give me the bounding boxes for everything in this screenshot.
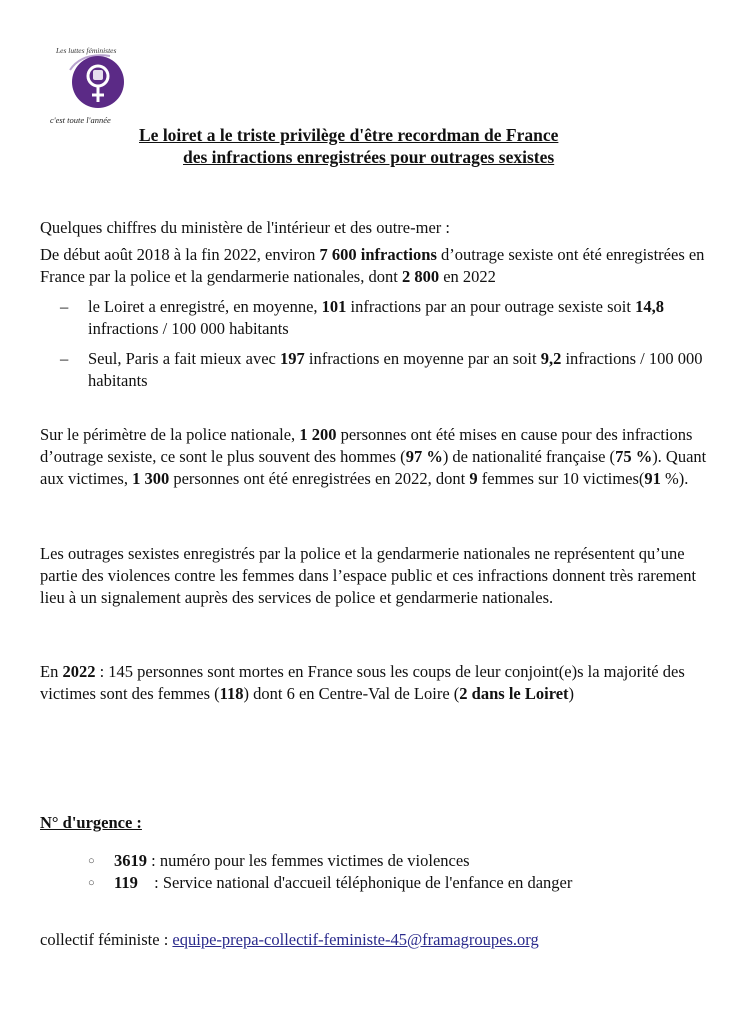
list-item-paris: – Seul, Paris a fait mieux avec 197 infractions en moyenne par an soit 9,2 infractions / 100 000 habitants (60, 349, 703, 390)
paragraph-femicides-2022: En 2022 : 145 personnes sont mortes en France sous les coups de leur conjoint(e)s la majorité des victimes sont des femmes (118) dont 6 en Centre-Val de Loire (2 dans le Loiret) (40, 662, 685, 703)
feminist-fist-venus-icon (62, 50, 128, 112)
phone-number: 3619 (114, 851, 147, 870)
stats-bullet-list (60, 296, 710, 400)
logo-top-text: Les luttes féministes (56, 46, 117, 55)
logo-bottom-text: c'est toute l'année (50, 115, 111, 125)
emergency-numbers-list (88, 850, 572, 894)
paragraph-context: Les outrages sexistes enregistrés par la police et la gendarmerie nationales ne représentent qu’une partie des violences contre les femmes dans l’espace public et ces infractions donnent très rarement lieu à un signalement auprès des services de police et gendarmerie nationales. (40, 544, 697, 607)
list-item-3619: ○ 3619 : numéro pour les femmes victimes de violences (88, 851, 470, 870)
paragraph-police-figures: Sur le périmètre de la police nationale, 1 200 personnes ont été mises en cause pour des infractions d’outrage sexiste, ce sont le plus souvent des hommes (97 %) de nationalité française (75 %). Quant aux victimes, 1 300 personnes ont été enregistrées en 2022, dont 9 femmes sur 10 victimes(91 %). (40, 425, 707, 488)
paragraph-national-figures: De début août 2018 à la fin 2022, environ 7 600 infractions d’outrage sexiste ont été enregistrées en France par la police et la gendarmerie nationales, dont 2 800 en 2022 (40, 245, 705, 286)
title-line-1: Le loiret a le triste privilège d'être recordman de France (139, 125, 559, 145)
circle-bullet-icon: ○ (88, 877, 95, 889)
page-title (139, 124, 619, 168)
list-item-119: ○ 119 : Service national d'accueil téléphonique de l'enfance en danger (88, 873, 573, 892)
footer-label: collectif féministe : (40, 930, 173, 949)
footer-contact (40, 929, 539, 951)
dash-bullet-icon: – (60, 297, 69, 316)
title-line-2: des infractions enregistrées pour outrages sexistes (183, 147, 555, 167)
circle-bullet-icon: ○ (88, 855, 95, 867)
dash-bullet-icon: – (60, 349, 69, 368)
phone-number: 119 (114, 873, 138, 892)
emergency-numbers-heading: N° d'urgence : (40, 813, 142, 832)
logo (50, 40, 150, 125)
list-item-loiret: – le Loiret a enregistré, en moyenne, 101 infractions par an pour outrage sexiste soit 14,8 infractions / 100 000 habitants (60, 297, 664, 338)
intro-text: Quelques chiffres du ministère de l'intérieur et des outre-mer : (40, 218, 450, 237)
email-link[interactable]: equipe-prepa-collectif-feministe-45@framagroupes.org (172, 930, 539, 949)
